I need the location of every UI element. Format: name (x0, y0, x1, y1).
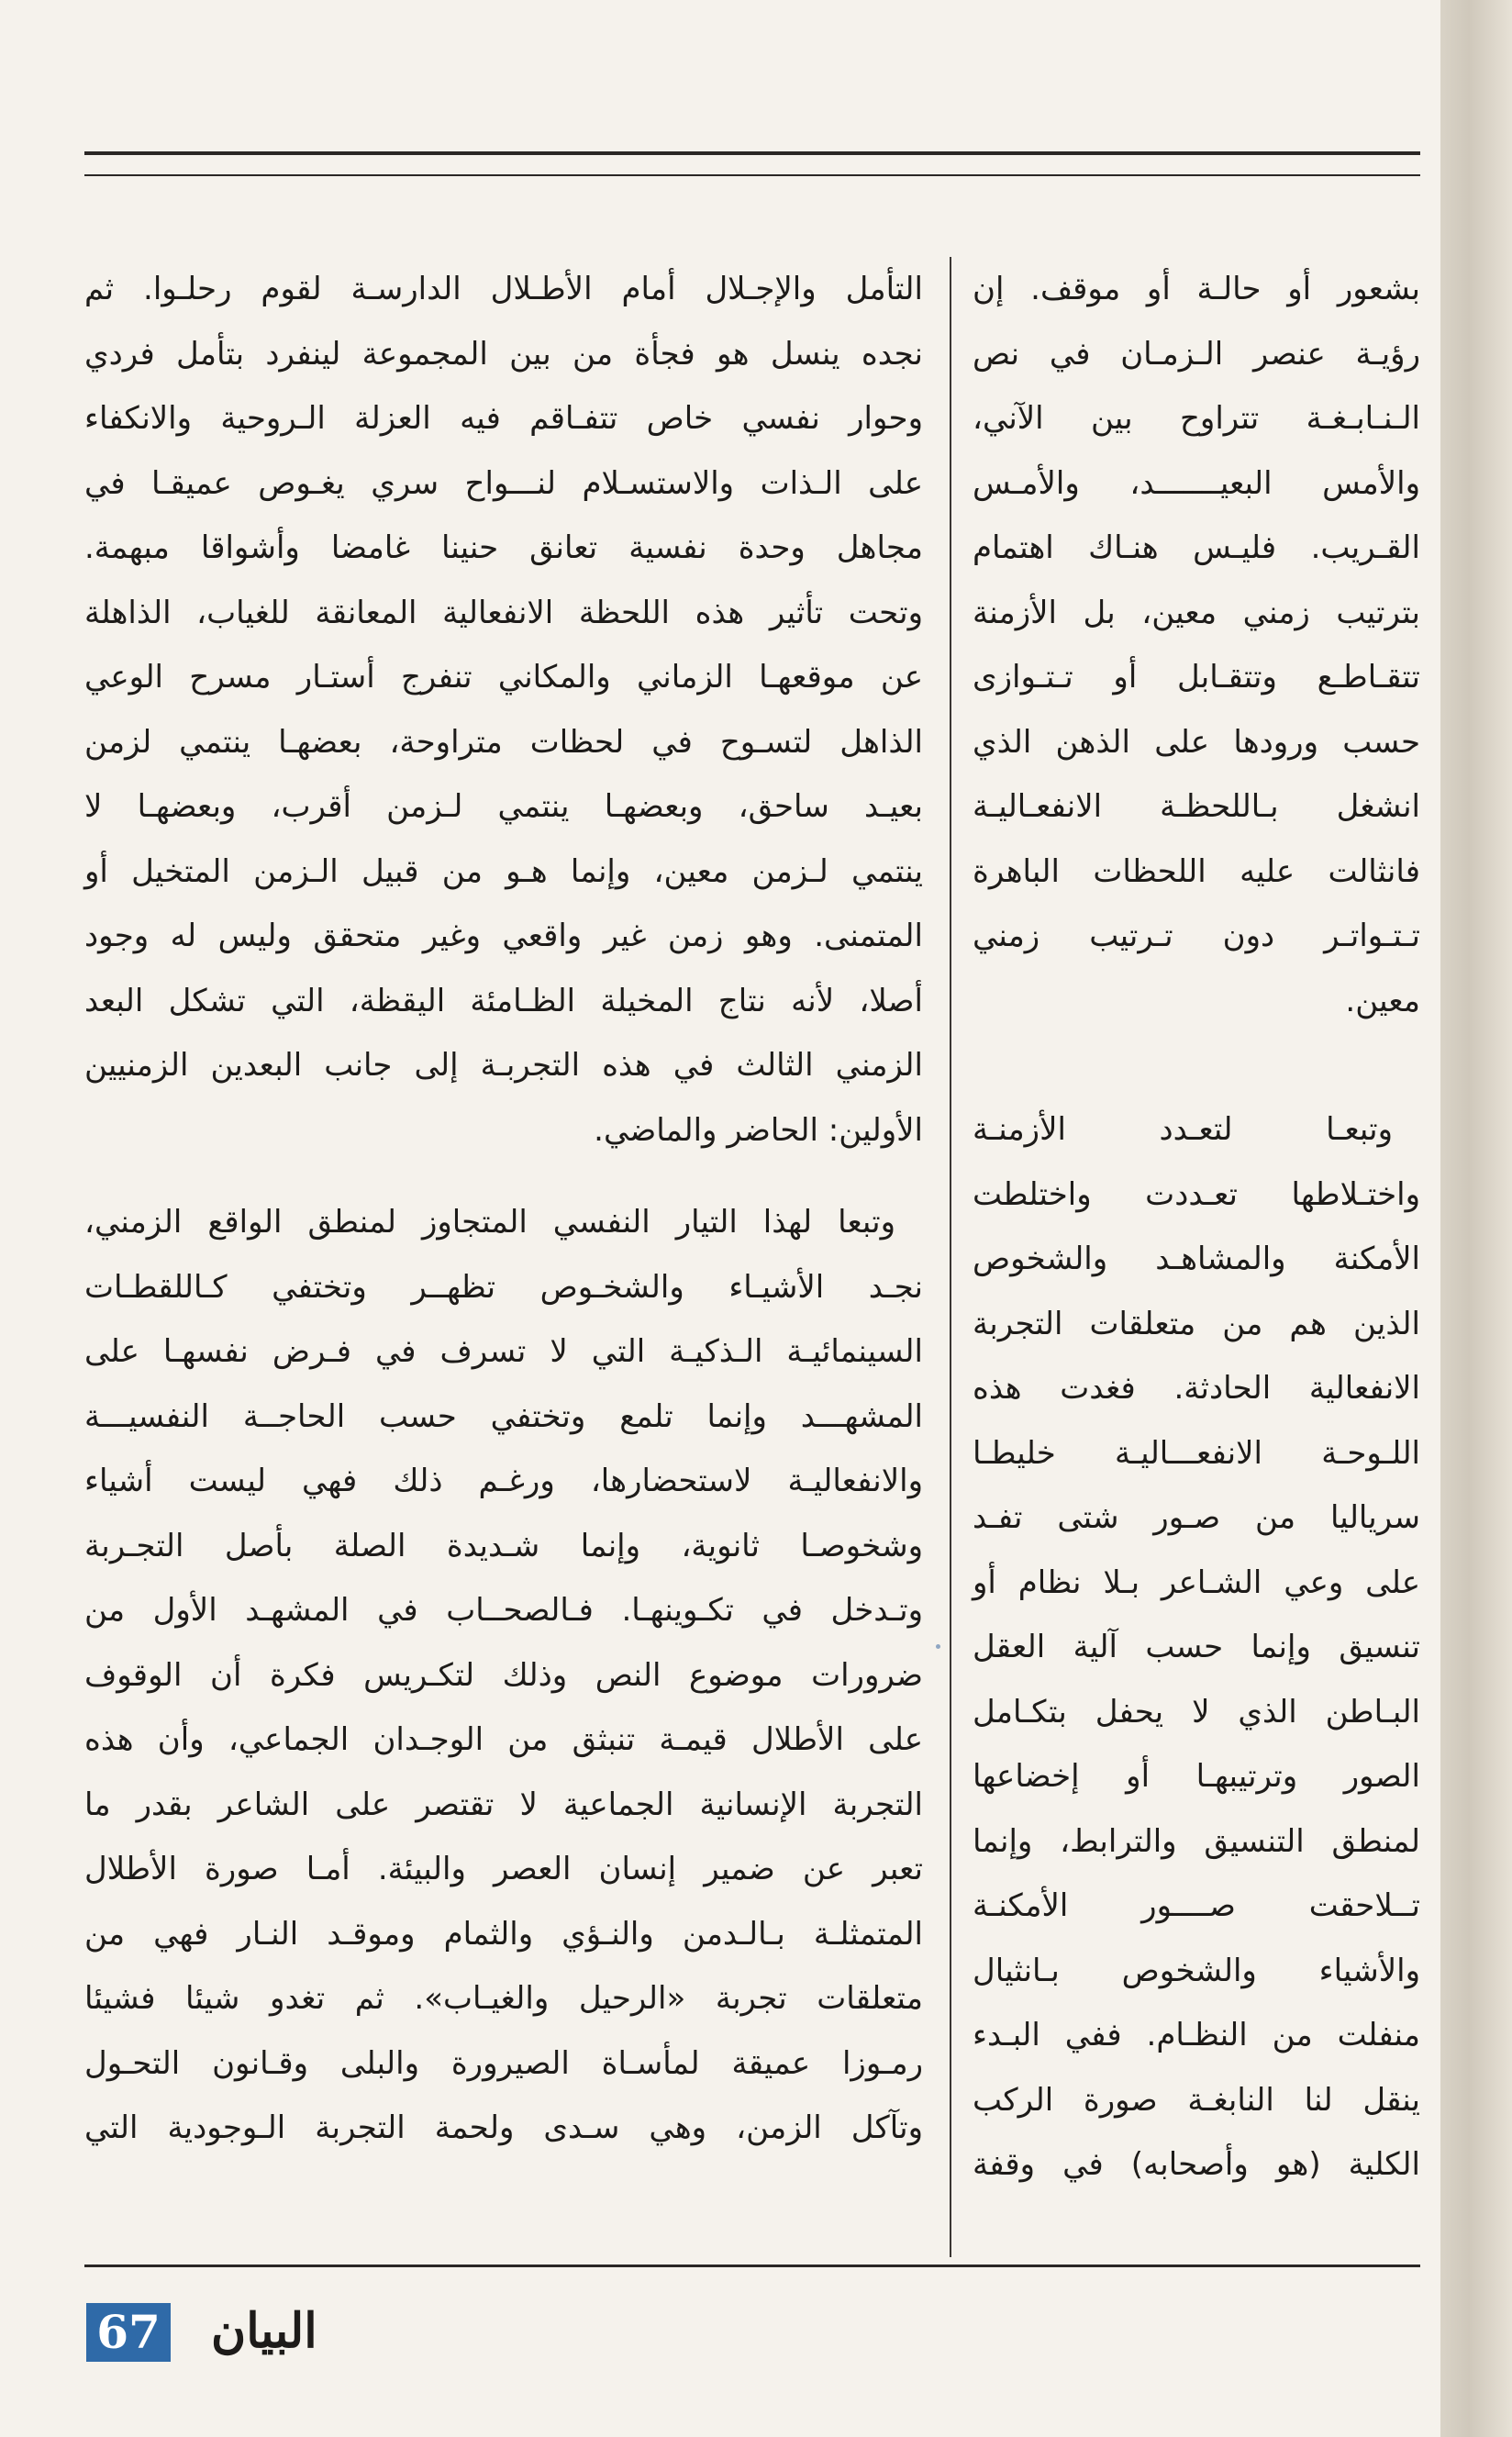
text-line: السينمائيـة الـذكيـة التي لا تسرف في فـرض نفسهـا على (84, 1333, 923, 1370)
text-line: متعلقات تجربة «الرحيل والغيـاب». ثم تغدو شيئا فشيئا (84, 1980, 923, 2017)
text-line: البـاطن الذي لا يحفل بتكـامل (973, 1693, 1420, 1730)
text-line: تتقـاطـع وتتقـابل أو تـتـوازى (973, 659, 1420, 695)
page-edge-shadow (1440, 0, 1512, 2437)
stray-mark (936, 1644, 940, 1649)
left-paragraph-2 (84, 1190, 923, 2161)
text-line: فانثالت عليه اللحظات الباهرة (973, 852, 1420, 890)
text-line: نجـد الأشيـاء والشخـوص تظهــر وتختفي كـاللقطـات (84, 1268, 923, 1306)
text-line: معين. (1345, 982, 1420, 1019)
text-line: على الأطلال قيمـة تنبثق من الوجـدان الجماعي، وأن هذه (84, 1721, 923, 1758)
text-line: وتحت تأثير هذه اللحظة الانفعالية المعانقة للغياب، الذاهلة (84, 594, 923, 631)
text-line: المتمنى. وهو زمن غير واقعي وغير متحقق وليس له وجود (84, 918, 923, 954)
text-line: منفلت من النظـام. ففي البـدء (973, 2017, 1420, 2053)
text-line: المتمثلـة بـالـدمن والنـؤي والثمام وموقـد النـار فهي من (84, 1915, 923, 1953)
magazine-logo: البيان (211, 2303, 317, 2359)
text-line: وشخوصـا ثانوية، وإنما شـديدة الصلة بأصل التجـربة (84, 1527, 923, 1564)
top-rule-thick (84, 151, 1420, 155)
right-paragraph-2 (973, 1097, 1420, 2198)
text-line: الذاهل لتسـوح في لحظات متراوحة، بعضهـا ينتمي لزمن (84, 723, 923, 761)
text-line: نجده ينسل هو فجأة من بين المجموعة لينفرد بتأمل فردي (84, 335, 923, 373)
column-separator (950, 257, 951, 2257)
text-line: التجربة الإنسانية الجماعية لا تقتصر على الشاعر بقدر ما (84, 1786, 923, 1823)
text-line: والأمس البعيـــــــد، والأمـس (973, 464, 1420, 502)
text-line: بترتيب زمني معين، بل الأزمنة (973, 594, 1420, 631)
text-line: تعبر عن ضمير إنسان العصر والبيئة. أمـا صورة الأطلال (84, 1851, 923, 1887)
text-line: وحوار نفسي خاص تتفـاقم فيه العزلة الـروحية والانكفاء (84, 400, 923, 437)
text-line: الزمني الثالث في هذه التجربـة إلى جانب البعدين الزمنيين (84, 1047, 923, 1084)
text-line: رؤيـة عنصر الـزمـان في نص (973, 335, 1420, 373)
text-line: تــلاحقت صــــور الأمكنـة (973, 1887, 1420, 1924)
text-line: الصور وترتيبهـا أو إخضاعها (973, 1758, 1420, 1795)
text-line: تـتـواتـر دون تـرتيب زمني (973, 918, 1420, 954)
text-line: أصلا، لأنه نتاج المخيلة الظـامئة اليقظة، التي تشكل البعد (84, 982, 923, 1019)
text-line: والأشياء والشخوص بـانثيال (973, 1952, 1420, 1989)
text-line: رمـوزا عميقة لمأسـاة الصيرورة والبلى وقـانون التحـول (84, 2044, 923, 2082)
text-line: لمنطق التنسيق والترابط، وإنما (973, 1822, 1420, 1860)
text-line: وتبعـا لتعـدد الأزمنـة (973, 1111, 1393, 1148)
text-line: انشغل بـاللحظـة الانفعـاليـة (973, 788, 1420, 825)
text-line: عن موقعهـا الزماني والمكاني تنفرج أستـار مسرح الوعي (84, 659, 923, 695)
text-line: الانفعالية الحادثة. فغدت هذه (973, 1370, 1420, 1407)
text-line: الذين هم من متعلقات التجربة (973, 1305, 1420, 1342)
text-line: وتـدخل في تكـوينهـا. فـالصحــاب في المشهـد الأول من (84, 1592, 923, 1629)
left-column (84, 257, 923, 2161)
text-line: وتبعا لهذا التيار النفسي المتجاوز لمنطق الواقع الزمني، (84, 1204, 895, 1241)
text-line: بعيـد ساحق، وبعضهـا ينتمي لـزمن أقرب، وبعضهـا لا (84, 788, 923, 825)
footer-rule (84, 2265, 1420, 2267)
text-line: الأمكنة والمشاهـد والشخوص (973, 1241, 1420, 1277)
text-line: ينتمي لـزمن معين، وإنما هـو من قبيل الـزمن المتخيل أو (84, 852, 923, 890)
text-line: المشهـــد وإنما تلمع وتختفي حسب الحاجــة النفسيـــة (84, 1397, 923, 1435)
text-line: ضرورات موضوع النص وذلك لتكـريس فكرة أن الوقوف (84, 1656, 923, 1694)
page-number: 67 (86, 2303, 171, 2362)
text-line: القـريب. فليـس هنـاك اهتمام (973, 529, 1420, 566)
text-line: اللـوحـة الانفعـــاليـة خليطـا (973, 1434, 1420, 1472)
text-line: التأمل والإجـلال أمام الأطـلال الدارسـة لقوم رحلـوا. ثم (84, 271, 923, 307)
text-line: واختـلاطها تعـددت واختلطت (973, 1175, 1420, 1213)
right-column (973, 257, 1420, 2198)
text-line: تنسيق وإنما حسب آلية العقل (973, 1629, 1420, 1665)
text-line: على الـذات والاستسـلام لنـــواح سري يغـوص عميقـا في (84, 464, 923, 502)
left-paragraph-1 (84, 257, 923, 1163)
text-line: الأولين: الحاضر والماضي. (594, 1111, 923, 1149)
top-rule-thin (84, 174, 1420, 176)
text-line: حسب ورودها على الذهن الذي (973, 723, 1420, 761)
text-line: مجاهل وحدة نفسية تعانق حنينا غامضا وأشواقا مبهمة. (84, 529, 923, 566)
text-line: الكلية (هو وأصحابه) في وقفة (973, 2146, 1420, 2183)
text-line: وتآكل الزمن، وهي سـدى ولحمة التجربة الـوجودية التي (84, 2109, 923, 2146)
text-line: سرياليا من صـور شتى تفـد (973, 1499, 1420, 1536)
text-line: بشعور أو حالـة أو موقف. إن (973, 271, 1420, 307)
text-line: ينقل لنا النابغـة صورة الركب (973, 2081, 1420, 2119)
text-line: والانفعاليـة لاستحضارها، ورغـم ذلك فهي ليست أشياء (84, 1463, 923, 1499)
right-paragraph-1 (973, 257, 1420, 1033)
text-line: على وعي الشـاعر بـلا نظام أو (973, 1563, 1420, 1601)
paragraph-gap (84, 1163, 923, 1190)
text-line: الـنـابـغـة تتراوح بين الآني، (973, 400, 1420, 437)
paragraph-gap (973, 1033, 1420, 1097)
